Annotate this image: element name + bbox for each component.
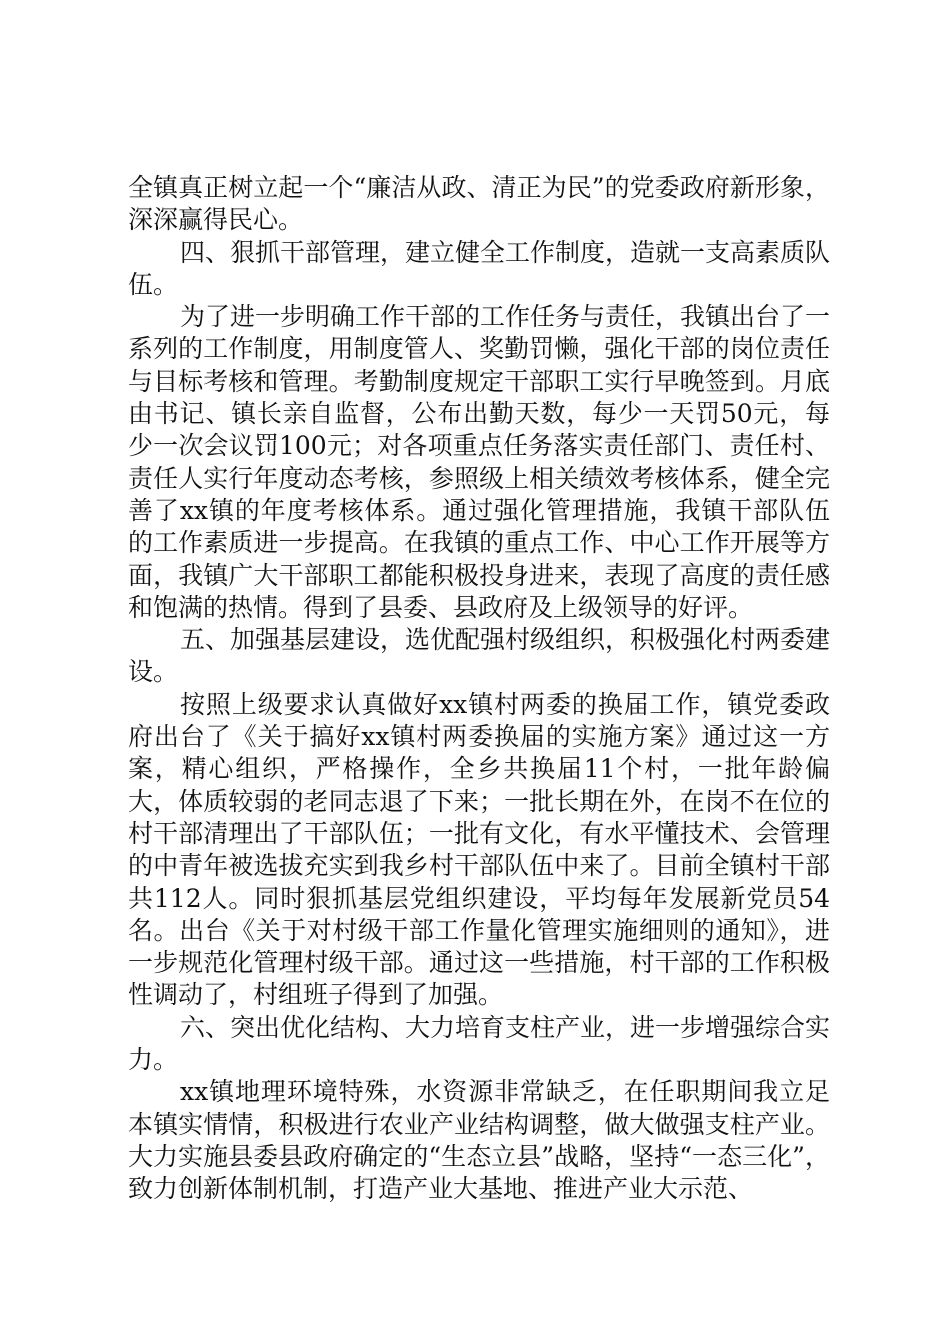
paragraph-continuation: 全镇真正树立起一个“廉洁从政、清正为民”的党委政府新形象，深深赢得民心。	[128, 173, 830, 235]
section-heading-4: 四、狠抓干部管理，建立健全工作制度，造就一支高素质队伍。	[128, 237, 831, 299]
document-page	[128, 172, 830, 1206]
section-heading-6: 六、突出优化结构、大力培育支柱产业，进一步增强综合实力。	[128, 1012, 831, 1075]
paragraph-industry: xx镇地理环境特殊，水资源非常缺乏，在任职期间我立足本镇实情情，积极进行农业产业结构调整，做大做强支柱产业。大力实施县委县政府确定的“生态立县”战略，坚持“一态三化”，致力创新体制机制，打造产业大基地、推进产业大示范、	[128, 1077, 830, 1204]
paragraph-village-committees: 按照上级要求认真做好xx镇村两委的换届工作，镇党委政府出台了《关于搞好xx镇村两委换届的实施方案》通过这一方案，精心组织，严格操作，全乡共换届11个村，一批年龄偏大，体质较弱的老同志退了下来；一批长期在外，在岗不在位的村干部清理出了干部队伍；一批有文化，有水平懂技术、会管理的中青年被选拔充实到我乡村干部队伍中来了。目前全镇村干部共112人。同时狠抓基层党组织建设，平均每年发展新党员54名。出台《关于对村级干部工作量化管理实施细则的通知》，进一步规范化管理村级干部。通过这一些措施，村干部的工作积极性调动了，村组班子得到了加强。	[128, 689, 830, 1010]
paragraph-work-system: 为了进一步明确工作干部的工作任务与责任，我镇出台了一系列的工作制度，用制度管人、奖勤罚懒，强化干部的岗位责任与目标考核和管理。考勤制度规定干部职工实行早晚签到。月底由书记、镇长亲自监督，公布出勤天数，每少一天罚50元，每少一次会议罚100元；对各项重点任务落实责任部门、责任村、责任人实行年度动态考核，参照级上相关绩效考核体系，健全完善了xx镇的年度考核体系。通过强化管理措施，我镇干部队伍的工作素质进一步提高。在我镇的重点工作、中心工作开展等方面，我镇广大干部职工都能积极投身进来，表现了高度的责任感和饱满的热情。得到了县委、县政府及上级领导的好评。	[128, 302, 831, 622]
section-heading-5: 五、加强基层建设，选优配强村级组织，积极强化村两委建设。	[128, 625, 831, 687]
